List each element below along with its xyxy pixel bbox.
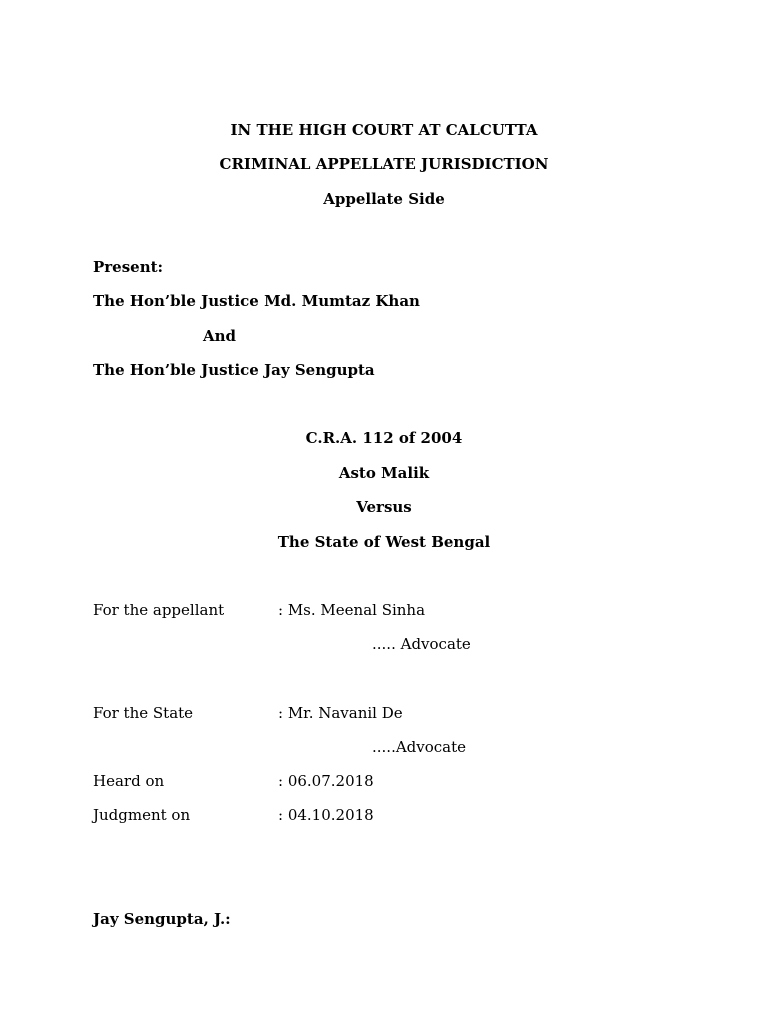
author-name: Jay Sengupta, J.: [93, 910, 231, 928]
judgment-on-label: Judgment on [93, 806, 191, 824]
present-label: Present: [93, 258, 164, 276]
case-number: C.R.A. 112 of 2004 [305, 429, 463, 447]
appellant-counsel-label: For the appellant [93, 601, 225, 619]
appellant-counsel-role: ..... Advocate [372, 635, 471, 653]
judgment-on-value: : 04.10.2018 [278, 806, 374, 824]
bench-conjunction: And [203, 327, 237, 345]
respondent-name: The State of West Bengal [277, 533, 491, 551]
appellant-name: Asto Malik [338, 464, 430, 482]
appellant-counsel-value: : Ms. Meenal Sinha [278, 601, 426, 619]
side-title: Appellate Side [323, 190, 445, 208]
heard-on-label: Heard on [93, 772, 165, 790]
state-counsel-label: For the State [93, 704, 194, 722]
court-title: IN THE HIGH COURT AT CALCUTTA [230, 121, 538, 139]
state-counsel-value: : Mr. Navanil De [278, 704, 403, 722]
judge-2: The Hon’ble Justice Jay Sengupta [93, 361, 375, 379]
versus-label: Versus [356, 498, 412, 516]
heard-on-value: : 06.07.2018 [278, 772, 374, 790]
jurisdiction-title: CRIMINAL APPELLATE JURISDICTION [219, 155, 549, 173]
state-counsel-role: .....Advocate [372, 738, 467, 756]
judge-1: The Hon’ble Justice Md. Mumtaz Khan [93, 292, 420, 310]
